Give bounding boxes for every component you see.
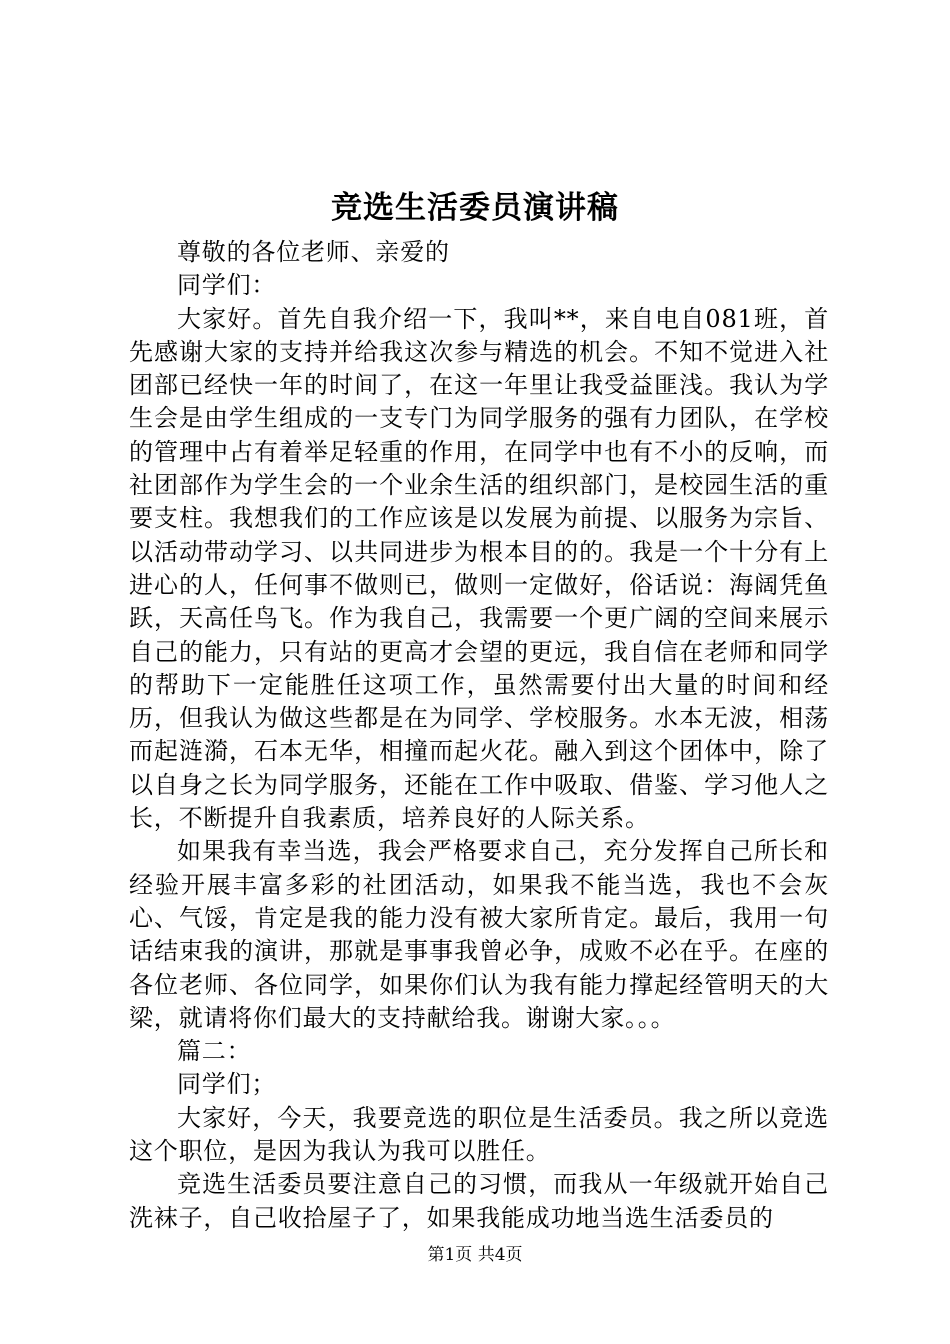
paragraph: 大家好，今天，我要竞选的职位是生活委员。我之所以竞选这个职位，是因为我认为我可以胜任。 — [129, 1103, 829, 1166]
paragraph: 如果我有幸当选，我会严格要求自己，充分发挥自己所长和经验开展丰富多彩的社团活动，如果我不能当选，我也不会灰心、气馁，肯定是我的能力没有被大家所肯定。最后，我用一句话结束我的演讲，那就是事事我曾必争，成败不必在乎。在座的各位老师、各位同学，如果你们认为我有能力撑起经管明天的大梁，就请将你们最大的支持献给我。谢谢大家。。。 — [129, 837, 829, 1032]
page-footer: 第1页 共4页 — [427, 1245, 523, 1265]
salutation-line-1: 尊敬的各位老师、亲爱的 — [177, 238, 450, 266]
salutation-line: 同学们； — [177, 1070, 277, 1099]
document-title: 竞选生活委员演讲稿 — [331, 190, 619, 226]
document-body — [129, 236, 829, 1235]
paragraph: 竞选生活委员要注意自己的习惯，而我从一年级就开始自己洗袜子，自己收拾屋子了，如果我能成功地当选生活委员的 — [129, 1170, 829, 1232]
section-heading: 篇二： — [177, 1037, 252, 1066]
salutation-line-2: 同学们： — [177, 271, 277, 300]
paragraph: 大家好。首先自我介绍一下，我叫**，来自电自081班，首先感谢大家的支持并给我这次参与精选的机会。不知不觉进入社团部已经快一年的时间了，在这一年里让我受益匪浅。我认为学生会是由学生组成的一支专门为同学服务的强有力团队，在学校的管理中占有着举足轻重的作用，在同学中也有不小的反响，而社团部作为学生会的一个业余生活的组织部门，是校园生活的重要支柱。我想我们的工作应该是以发展为前提、以服务为宗旨、以活动带动学习、以共同进步为根本目的的。我是一个十分有上进心的人，任何事不做则已，做则一定做好，俗话说：海阔凭鱼跃，天高任鸟飞。作为我自己，我需要一个更广阔的空间来展示自己的能力，只有站的更高才会望的更远，我自信在老师和同学的帮助下一定能胜任这项工作，虽然需要付出大量的时间和经历，但我认为做这些都是在为同学、学校服务。水本无波，相荡而起涟漪，石本无华，相撞而起火花。融入到这个团体中，除了以自身之长为同学服务，还能在工作中吸取、借鉴、学习他人之长，不断提升自我素质，培养良好的人际关系。 — [129, 304, 829, 833]
